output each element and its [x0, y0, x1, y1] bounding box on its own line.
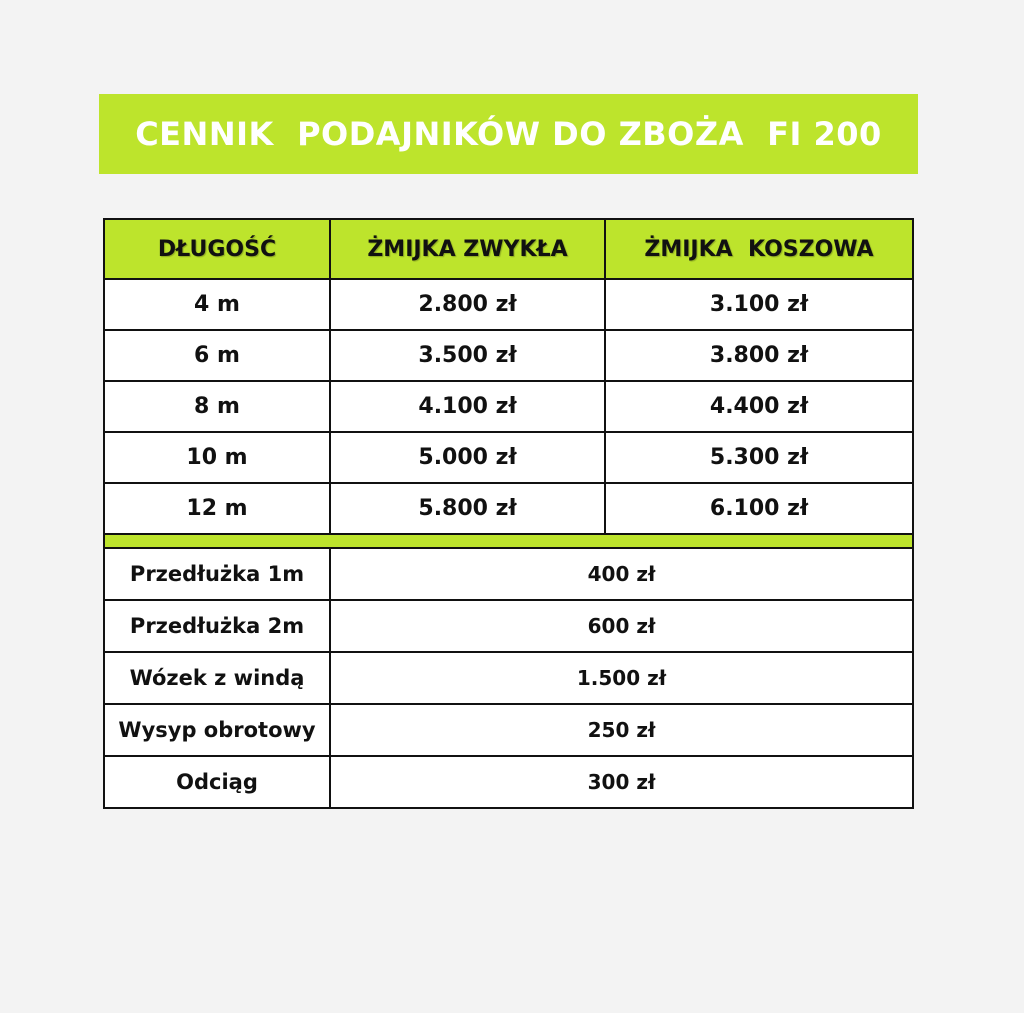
price-koszowa-cell: 3.800 zł — [604, 331, 912, 380]
length-cell: 6 m — [194, 343, 240, 368]
length-cell: 12 m — [186, 496, 248, 521]
table-row — [105, 482, 912, 533]
accessory-price: 600 zł — [329, 601, 912, 651]
section-divider — [105, 533, 912, 547]
accessory-row — [105, 599, 912, 651]
page-title: CENNIK PODAJNIKÓW DO ZBOŻA FI 200 — [135, 115, 882, 153]
accessory-row — [105, 703, 912, 755]
accessory-price: 300 zł — [329, 757, 912, 807]
table-row — [105, 329, 912, 380]
price-zwykla-cell: 3.500 zł — [329, 331, 604, 380]
table-row — [105, 278, 912, 329]
table-row — [105, 380, 912, 431]
price-koszowa-cell: 5.300 zł — [604, 433, 912, 482]
accessory-row — [105, 651, 912, 703]
table-header-row — [105, 220, 912, 278]
price-koszowa-cell: 6.100 zł — [604, 484, 912, 533]
length-cell: 10 m — [186, 445, 248, 470]
accessory-price: 1.500 zł — [329, 653, 912, 703]
accessory-name: Przedłużka 2m — [129, 614, 305, 638]
accessory-name: Wysyp obrotowy — [118, 718, 316, 742]
accessory-name: Wózek z windą — [129, 666, 305, 690]
price-zwykla-cell: 4.100 zł — [329, 382, 604, 431]
accessory-row — [105, 755, 912, 807]
price-koszowa-cell: 3.100 zł — [604, 280, 912, 329]
accessory-name: Odciąg — [176, 770, 258, 794]
length-cell: 8 m — [194, 394, 240, 419]
length-cell: 4 m — [194, 292, 240, 317]
price-zwykla-cell: 5.800 zł — [329, 484, 604, 533]
price-table — [103, 218, 914, 809]
accessory-price: 250 zł — [329, 705, 912, 755]
header-zmijka-koszowa: ŻMIJKA KOSZOWA — [604, 220, 912, 278]
table-row — [105, 431, 912, 482]
accessory-price: 400 zł — [329, 549, 912, 599]
accessory-row — [105, 547, 912, 599]
header-zmijka-zwykla: ŻMIJKA ZWYKŁA — [329, 220, 604, 278]
header-length: DŁUGOŚĆ — [157, 236, 277, 262]
price-zwykla-cell: 5.000 zł — [329, 433, 604, 482]
title-banner — [99, 94, 918, 174]
price-zwykla-cell: 2.800 zł — [329, 280, 604, 329]
accessory-name: Przedłużka 1m — [129, 562, 305, 586]
price-koszowa-cell: 4.400 zł — [604, 382, 912, 431]
